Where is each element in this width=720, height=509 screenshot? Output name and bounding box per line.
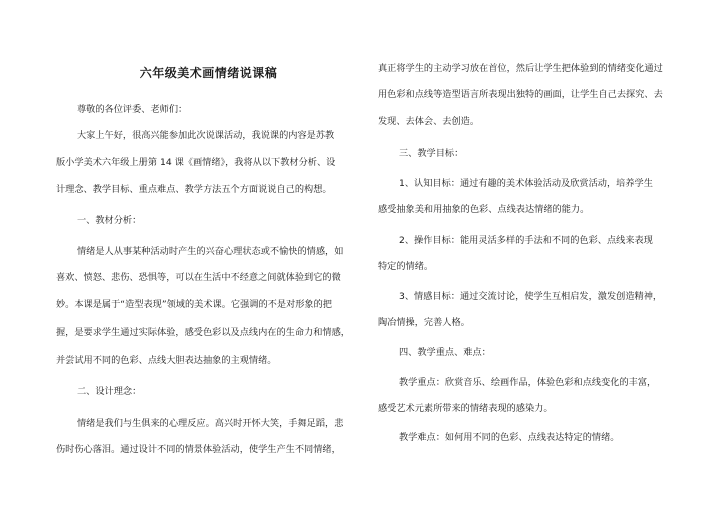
analysis-line: 握，是要求学生通过实际体验，感受色彩以及点线内在的生命力和情感， <box>56 327 350 338</box>
analysis-line: 妙。本课是属于“造型表现”领域的美术课。它强调的不是对形象的把 <box>56 299 332 310</box>
goal-cognitive-line: 感受抽象美和用抽象的色彩、点线表达情绪的能力。 <box>378 204 590 215</box>
design-line: 伤时伤心落泪。通过设计不同的情景体验活动，使学生产生不同情绪， <box>56 444 341 455</box>
section-heading-goals: 三、教学目标： <box>399 148 464 159</box>
difficulty-line: 教学难点：如何用不同的色彩、点线表达特定的情绪。 <box>399 432 620 443</box>
goal-emotion-line: 3、情感目标：通过交流讨论，使学生互相启发，激发创造精神， <box>399 291 663 302</box>
key-point-line: 感受艺术元素所带来的情绪表现的感染力。 <box>378 403 553 414</box>
greeting: 尊敬的各位评委、老师们： <box>77 104 188 115</box>
section-heading-key-points: 四、教学重点、难点： <box>399 347 491 358</box>
goal-operation-line: 特定的情绪。 <box>378 261 434 272</box>
goal-emotion-line: 陶冶情操，完善人格。 <box>378 317 470 328</box>
design-line: 情绪是我们与生俱来的心理反应。高兴时开怀大笑，手舞足蹈，悲 <box>77 418 344 429</box>
section-heading-analysis: 一、教材分析： <box>77 215 142 226</box>
analysis-line: 并尝试用不同的色彩、点线大胆表达抽象的主观情绪。 <box>56 355 277 366</box>
intro-line: 版小学美术六年级上册第 14 课《画情绪》，我将从以下教材分析、设 <box>56 157 336 168</box>
key-point-line: 教学重点：欣赏音乐、绘画作品，体验色彩和点线变化的丰富， <box>399 377 657 388</box>
document-title: 六年级美术画情绪说课稿 <box>139 66 278 80</box>
design-cont-line: 真正将学生的主动学习放在首位，然后让学生把体验到的情绪变化通过 <box>378 63 663 74</box>
goal-operation-line: 2、操作目标：能用灵活多样的手法和不同的色彩、点线来表现 <box>399 235 653 246</box>
goal-cognitive-line: 1、认知目标：通过有趣的美术体验活动及欣赏活动，培养学生 <box>399 178 653 189</box>
section-heading-design: 二、设计理念： <box>77 386 142 397</box>
design-cont-line: 发现、去体会、去创造。 <box>378 116 480 127</box>
design-cont-line: 用色彩和点线等造型语言所表现出独特的画面，让学生自己去探究、去 <box>378 89 663 100</box>
intro-line: 大家上午好，很高兴能参加此次说课活动，我说课的内容是苏教 <box>77 130 335 141</box>
analysis-line: 情绪是人从事某种活动时产生的兴奋心理状态或不愉快的情感，如 <box>77 246 344 257</box>
intro-line: 计理念、教学目标、重点难点、教学方法五个方面说说自己的构想。 <box>56 184 332 195</box>
analysis-line: 喜欢、愤怒、悲伤、恐惧等，可以在生活中不经意之间就体验到它的微 <box>56 272 341 283</box>
